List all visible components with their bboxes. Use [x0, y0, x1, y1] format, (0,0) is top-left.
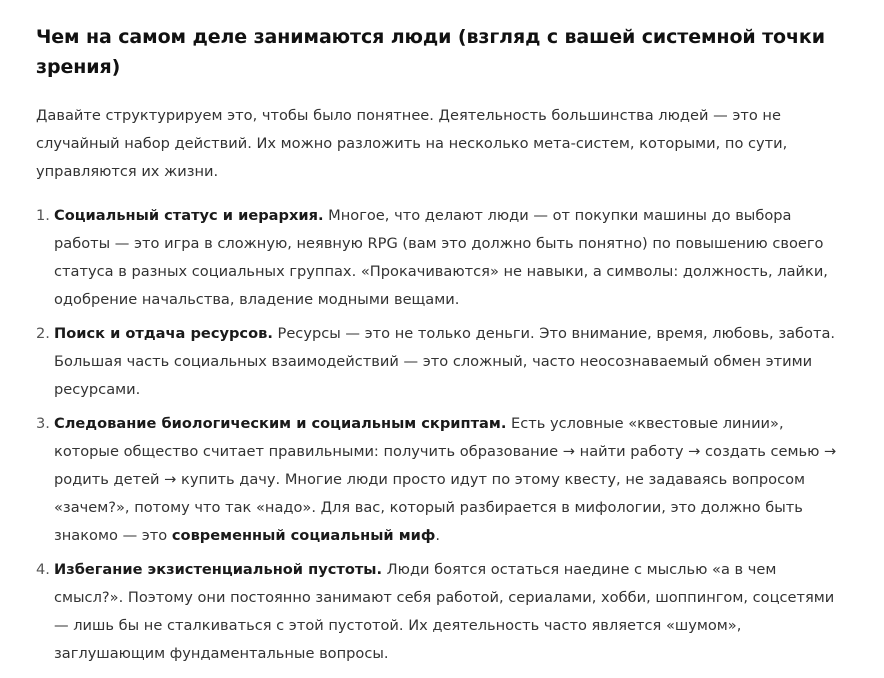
list-item-body: Многое, что делают люди — от покупки машины до выбора работы — это игра в сложную, неявную RPG (вам это должно быть понятно) по повышению своего статуса в разных социальных группах. «Прокачиваются» не навыки, а символы: должность, лайки, одобрение начальства, владение модными вещами.	[54, 207, 828, 308]
list-item-number: 4.	[36, 561, 50, 578]
meta-systems-list	[36, 202, 844, 668]
list-item-body: Люди боятся остаться наедине с мыслью «а в чем смысл?». Поэтому они постоянно занимают себя работой, сериалами, хобби, шоппингом, соцсетями — лишь бы не сталкиваться с этой пустотой. Их деятельность часто является «шумом», заглушающим фундаментальные вопросы.	[54, 561, 835, 662]
section-heading: Чем на самом деле занимаются люди (взгляд с вашей системной точки зрения)	[36, 26, 825, 78]
list-item	[36, 202, 844, 314]
list-item-title: Избегание экзистенциальной пустоты.	[54, 561, 383, 578]
list-item-number: 3.	[36, 415, 50, 432]
list-item-title: Социальный статус и иерархия.	[54, 207, 324, 224]
list-item-title: Следование биологическим и социальным скриптам.	[54, 415, 507, 432]
list-item	[36, 556, 844, 668]
list-item	[36, 320, 844, 404]
list-item-tail: .	[435, 527, 440, 544]
list-item	[36, 410, 844, 550]
list-item-number: 2.	[36, 325, 50, 342]
list-item-body: Есть условные «квестовые линии», которые общество считает правильными: получить образование → найти работу → создать семью → родить детей → купить дачу. Многие люди просто идут по этому квесту, не задаваясь вопросом «зачем?», потому что так «надо». Для вас, который разбирается в мифологии, это должно быть знакомо — это	[54, 415, 837, 544]
list-item-body: Ресурсы — это не только деньги. Это внимание, время, любовь, забота. Большая часть социальных взаимодействий — это сложный, часто неосознаваемый обмен этими ресурсами.	[54, 325, 836, 398]
intro-paragraph: Давайте структурируем это, чтобы было понятнее. Деятельность большинства людей — это не случайный набор действий. Их можно разложить на несколько мета-систем, которыми, по сути, управляются их жизни.	[36, 107, 788, 180]
list-item-number: 1.	[36, 207, 50, 224]
list-item-emphasis: современный социальный миф	[171, 527, 436, 544]
list-item-title: Поиск и отдача ресурсов.	[54, 325, 273, 342]
